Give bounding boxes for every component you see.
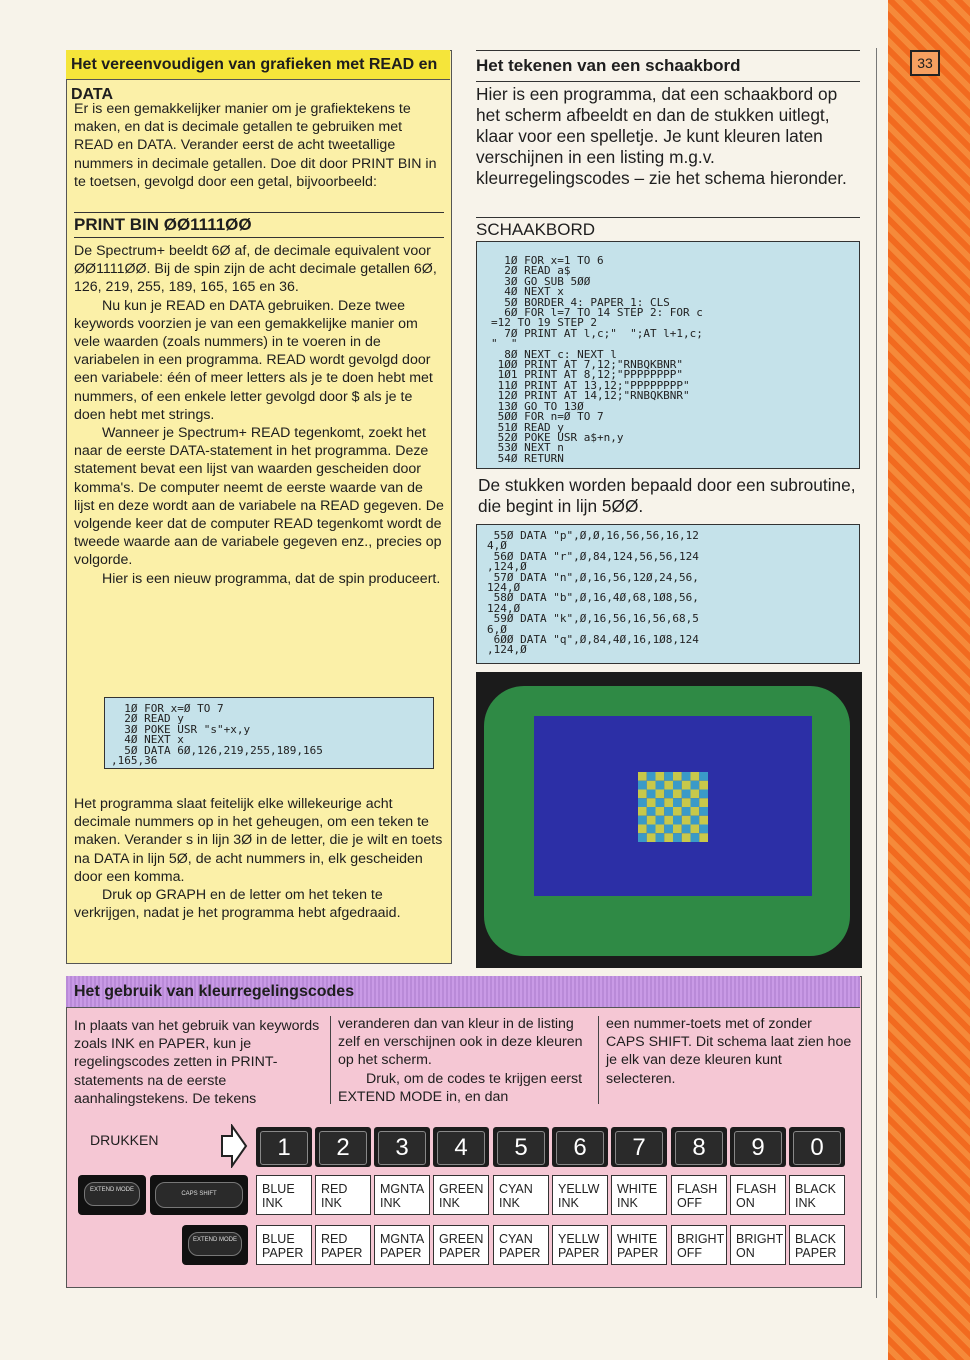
code-cell	[730, 1175, 786, 1215]
board-square	[638, 825, 647, 834]
board-square	[682, 807, 691, 816]
board-square	[682, 798, 691, 807]
key-6	[552, 1127, 608, 1167]
code-cell	[730, 1225, 786, 1265]
board-square	[664, 790, 673, 799]
read-data-title: Het vereenvoudigen van grafieken met READ en DATA	[66, 50, 450, 80]
cell-line1: WHITE	[617, 1232, 658, 1246]
read-data-outro	[74, 795, 444, 922]
column-separator	[598, 1016, 599, 1104]
paragraph: Het programma slaat feitelijk elke willekeurige acht decimale nummers op in het geheugen, om een teken te maken. Verander s in lijn 3Ø in de letter, die je wilt en toets na DATA in lijn 5Ø, de acht nummers in, elk gescheiden door een komma.	[74, 796, 443, 885]
board-square	[638, 816, 647, 825]
key-label: 9	[734, 1131, 782, 1165]
board-square	[699, 833, 708, 842]
cell-line2: INK	[439, 1196, 460, 1210]
key-1	[256, 1127, 312, 1167]
read-data-body	[74, 242, 444, 588]
key-label: 2	[319, 1131, 367, 1165]
board-square	[699, 807, 708, 816]
cell-line2: PAPER	[558, 1246, 600, 1260]
cell-line1: GREEN	[439, 1182, 484, 1196]
board-square	[673, 790, 682, 799]
code-cell	[433, 1175, 489, 1215]
code-cell	[789, 1225, 845, 1265]
arrow-right-icon	[220, 1124, 248, 1168]
cell-line1: BRIGHT	[677, 1232, 725, 1246]
paragraph: Hier is een nieuw programma, dat de spin produceert.	[102, 570, 441, 587]
data-lines-listing: 55Ø DATA "p",Ø,Ø,16,56,56,16,12 4,Ø 56Ø DATA "r",Ø,84,124,56,56,124 ,124,Ø 57Ø DATA "n",Ø,16,56,12Ø,24,56, 124,Ø 58Ø DATA "b",Ø,16,4Ø,68,1Ø8,56, 124,Ø 59Ø DATA "k",Ø,16,56,16,56,68,5 6,Ø 6ØØ DATA "q",Ø,84,4Ø,16,1Ø8,124 ,124,Ø	[476, 524, 860, 664]
extend-mode-label: EXTEND MODE	[188, 1232, 242, 1256]
cell-line2: INK	[380, 1196, 401, 1210]
code-cell	[256, 1225, 312, 1265]
key-label: 4	[437, 1131, 485, 1165]
board-square	[664, 807, 673, 816]
key-label: 0	[793, 1131, 841, 1165]
cell-line1: YELLW	[558, 1232, 600, 1246]
board-square	[691, 781, 700, 790]
board-square	[656, 807, 665, 816]
read-data-intro	[74, 100, 444, 191]
key-5	[493, 1127, 549, 1167]
spider-program-listing: 1Ø FOR x=Ø TO 7 2Ø READ y 3Ø POKE USR "s"+x,y 4Ø NEXT x 5Ø DATA 6Ø,126,219,255,189,165 ,165,36	[104, 697, 434, 769]
orange-page-edge	[888, 0, 970, 1360]
extend-mode-key-row1	[78, 1175, 146, 1215]
board-square	[691, 833, 700, 842]
column-divider	[876, 48, 877, 1298]
board-square	[699, 790, 708, 799]
board-square	[699, 825, 708, 834]
paragraph: Druk op GRAPH en de letter om het teken te verkrijgen, nadat je het programma hebt afgedraaid.	[74, 887, 401, 922]
key-label: 3	[378, 1131, 426, 1165]
code-cell	[671, 1225, 727, 1265]
board-square	[682, 790, 691, 799]
cell-line1: CYAN	[499, 1182, 533, 1196]
board-square	[691, 816, 700, 825]
key-2	[315, 1127, 371, 1167]
board-square	[638, 781, 647, 790]
code-cell	[671, 1175, 727, 1215]
code-cell	[493, 1225, 549, 1265]
key-3	[374, 1127, 430, 1167]
board-square	[638, 798, 647, 807]
print-bin-subhead: PRINT BIN ØØ1111ØØ	[74, 212, 444, 238]
board-square	[673, 781, 682, 790]
key-label: 7	[615, 1131, 663, 1165]
cell-line1: BLUE	[262, 1232, 295, 1246]
code-cell	[552, 1225, 608, 1265]
cell-line2: PAPER	[380, 1246, 422, 1260]
board-square	[647, 790, 656, 799]
key-label: 8	[675, 1131, 723, 1165]
cell-line1: YELLW	[558, 1182, 600, 1196]
key-7	[611, 1127, 667, 1167]
subroutine-note: De stukken worden bepaald door een subroutine, die begint in lijn 5ØØ.	[478, 475, 856, 516]
extend-mode-key-row2	[182, 1225, 248, 1265]
caps-shift-label: CAPS SHIFT	[155, 1182, 243, 1208]
code-cell	[789, 1175, 845, 1215]
board-square	[638, 807, 647, 816]
key-8	[671, 1127, 727, 1167]
paragraph: Nu kun je READ en DATA gebruiken. Deze twee keywords voorzien je van een gemakkelijke manier om vele waarden (zoals nummers) in te voeren in de variabelen in een programma. READ wordt gevolgd door een variabele: één of meer letters als je te doen hebt met nummers, of een enkele letter gevolgd door $ als je te doen hebt met strings.	[74, 297, 433, 423]
cell-line2: INK	[617, 1196, 638, 1210]
board-square	[656, 790, 665, 799]
cell-line1: WHITE	[617, 1182, 658, 1196]
chessboard-title: Het tekenen van een schaakbord	[476, 50, 860, 82]
cell-line1: BLACK	[795, 1182, 836, 1196]
cell-line1: MGNTA	[380, 1182, 425, 1196]
board-square	[647, 807, 656, 816]
board-square	[638, 833, 647, 842]
cell-line1: RED	[321, 1232, 348, 1246]
color-codes-col3: een nummer-toets met of zonder CAPS SHIFT. Dit schema laat zien hoe je elk van deze kleuren kunt selecteren.	[606, 1016, 852, 1087]
code-cell	[374, 1175, 430, 1215]
board-square	[673, 807, 682, 816]
code-cell	[256, 1175, 312, 1215]
cell-line2: PAPER	[617, 1246, 659, 1260]
board-square	[691, 807, 700, 816]
board-square	[682, 825, 691, 834]
code-cell	[611, 1225, 667, 1265]
board-square	[699, 798, 708, 807]
press-label: DRUKKEN	[90, 1132, 159, 1148]
code-cell	[315, 1175, 371, 1215]
board-square	[647, 833, 656, 842]
board-square	[647, 781, 656, 790]
column-separator	[330, 1016, 331, 1104]
divider	[476, 217, 860, 218]
board-square	[673, 816, 682, 825]
paragraph: veranderen dan van kleur in de listing zelf en verschijnen ook in deze kleuren op het scherm.	[338, 1016, 583, 1069]
cell-line2: PAPER	[499, 1246, 541, 1260]
board-square	[673, 833, 682, 842]
paragraph: De Spectrum+ beeldt 6Ø af, de decimale equivalent voor ØØ1111ØØ. Bij de spin zijn de acht decimale getallen 6Ø, 126, 219, 255, 189, 165, 165 en 36.	[74, 243, 437, 296]
cell-line2: OFF	[677, 1196, 702, 1210]
paragraph: Er is een gemakkelijker manier om je grafiektekens te maken, en dat is decimale getallen te gebruiken met READ en DATA. Verander eerst de acht tweetallige nummers in decimale getallen. Doe dit door PRINT BIN in te toetsen, gevolgd door een getal, bijvoorbeeld:	[74, 101, 437, 190]
cell-line2: OFF	[677, 1246, 702, 1260]
code-cell	[433, 1225, 489, 1265]
cell-line1: FLASH	[677, 1182, 718, 1196]
cell-line2: INK	[795, 1196, 816, 1210]
board-square	[682, 781, 691, 790]
board-square	[691, 825, 700, 834]
board-square	[647, 816, 656, 825]
code-cell	[493, 1175, 549, 1215]
key-4	[433, 1127, 489, 1167]
board-square	[699, 772, 708, 781]
board-square	[647, 798, 656, 807]
cell-line2: INK	[558, 1196, 579, 1210]
code-cell	[611, 1175, 667, 1215]
board-square	[673, 798, 682, 807]
board-square	[656, 825, 665, 834]
board-square	[664, 781, 673, 790]
board-square	[682, 772, 691, 781]
cell-line2: PAPER	[321, 1246, 363, 1260]
board-square	[673, 772, 682, 781]
code-cell	[374, 1225, 430, 1265]
caps-shift-key	[150, 1175, 248, 1215]
board-square	[673, 825, 682, 834]
board-square	[699, 816, 708, 825]
tv-screen-chessboard	[476, 672, 862, 968]
key-0	[789, 1127, 845, 1167]
listing-title: SCHAAKBORD	[476, 220, 596, 239]
key-label: 6	[556, 1131, 604, 1165]
cell-line1: FLASH	[736, 1182, 777, 1196]
page-number: 33	[910, 50, 940, 76]
color-codes-title: Het gebruik van kleurregelingscodes	[66, 976, 860, 1008]
key-9	[730, 1127, 786, 1167]
color-codes-col1: In plaats van het gebruik van keywords zoals INK en PAPER, kun je regelingscodes zetten in PRINT-statements na de eerste aanhalingstekens. De tekens	[74, 1018, 320, 1107]
chessboard-intro: Hier is een programma, dat een schaakbord op het scherm afbeeldt en dan de stukken uitlegt, klaar voor een spelletje. Je kunt kleuren laten verschijnen in een listing m.g.v. kleurregelingscodes – zie het schema hieronder.	[476, 84, 847, 188]
cell-line2: INK	[321, 1196, 342, 1210]
paragraph: Druk, om de codes te krijgen eerst EXTEND MODE in, en dan	[338, 1070, 583, 1105]
board-square	[656, 798, 665, 807]
cell-line2: PAPER	[262, 1246, 304, 1260]
cell-line1: BLUE	[262, 1182, 295, 1196]
board-square	[656, 816, 665, 825]
extend-mode-label: EXTEND MODE	[84, 1182, 140, 1206]
board-square	[638, 790, 647, 799]
color-codes-col2	[338, 1015, 596, 1106]
cell-line1: CYAN	[499, 1232, 533, 1246]
cell-line2: ON	[736, 1196, 755, 1210]
board-square	[664, 772, 673, 781]
cell-line1: RED	[321, 1182, 348, 1196]
cell-line1: GREEN	[439, 1232, 484, 1246]
cell-line1: MGNTA	[380, 1232, 425, 1246]
code-cell	[552, 1175, 608, 1215]
cell-line1: BRIGHT	[736, 1232, 784, 1246]
board-square	[656, 833, 665, 842]
board-square	[664, 825, 673, 834]
board-square	[647, 825, 656, 834]
board-square	[699, 781, 708, 790]
paragraph: Wanneer je Spectrum+ READ tegenkomt, zoekt het naar de eerste DATA-statement in het programma. Deze statement bevat een lijst van waarden gescheiden door komma's. De computer neemt de eerste waarde van de lijst en deze wordt aan de variabele na READ gegeven. De volgende keer dat de computer READ tegenkomt wordt de tweede waarde aan de variabele gegeven enz., precies op volgorde.	[74, 425, 444, 569]
key-label: 1	[260, 1131, 308, 1165]
cell-line2: INK	[499, 1196, 520, 1210]
code-cell	[315, 1225, 371, 1265]
board-square	[664, 833, 673, 842]
board-square	[691, 798, 700, 807]
board-square	[691, 772, 700, 781]
board-square	[682, 833, 691, 842]
cell-line1: BLACK	[795, 1232, 836, 1246]
board-square	[664, 816, 673, 825]
board-square	[647, 772, 656, 781]
chessboard-program-listing: 1Ø FOR x=1 TO 6 2Ø READ a$ 3Ø GO SUB 5ØØ 4Ø NEXT x 5Ø BORDER 4: PAPER 1: CLS 6Ø FOR l=7 TO 14 STEP 2: FOR c =12 TO 19 STEP 2 7Ø PRINT AT l,c;" ";AT l+1,c; " " 8Ø NEXT c: NEXT l 1ØØ PRINT AT 7,12;"RNBQKBNR" 1Ø1 PRINT AT 8,12;"PPPPPPPP" 11Ø PRINT AT 13,12;"PPPPPPPP" 12Ø PRINT AT 14,12;"RNBQKBNR" 13Ø GO TO 13Ø 5ØØ FOR n=Ø TO 7 51Ø READ y 52Ø POKE USR a$+n,y 53Ø NEXT n 54Ø RETURN	[476, 241, 860, 469]
cell-line2: ON	[736, 1246, 755, 1260]
cell-line2: PAPER	[439, 1246, 481, 1260]
board-square	[682, 816, 691, 825]
board-square	[656, 781, 665, 790]
key-label: 5	[497, 1131, 545, 1165]
cell-line2: PAPER	[795, 1246, 837, 1260]
board-square	[638, 772, 647, 781]
board-square	[691, 790, 700, 799]
board-square	[656, 772, 665, 781]
cell-line2: INK	[262, 1196, 283, 1210]
board-square	[664, 798, 673, 807]
